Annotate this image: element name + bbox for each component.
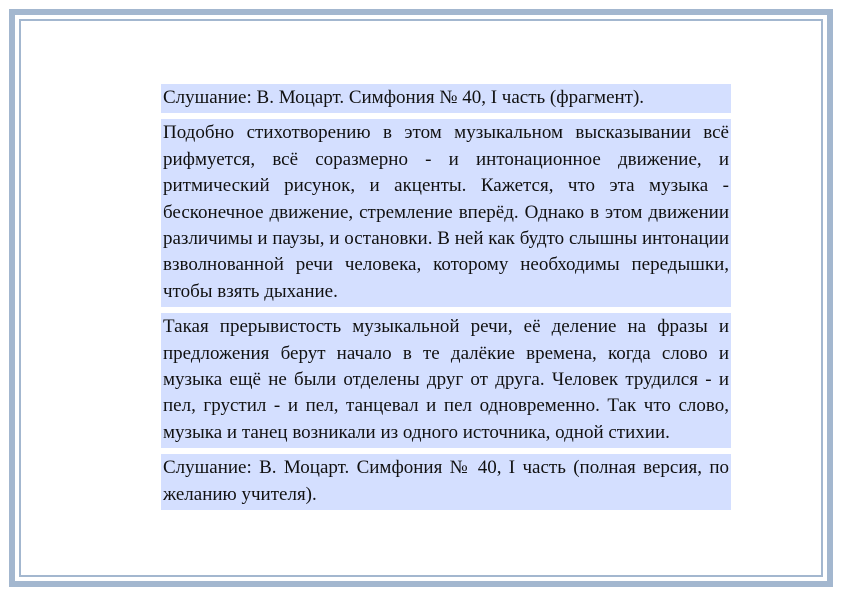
paragraph-music-description: Подобно стихотворению в этом музыкальном высказывании всё рифмуется, всё соразмерно - и интонационное движение, и ритмический рисунок, и акценты. Кажется, что эта музыка - бесконечное движение, стремление вперёд. Однако в этом движении различимы и паузы, и остановки. В ней как будто слышны интонации взволнованной речи человека, которому необходимы передышки, чтобы взять дыхание. bbox=[161, 119, 731, 307]
paragraph-music-origins: Такая прерывистость музыкальной речи, её деление на фразы и предложения берут начало в те далёкие времена, когда слово и музыка ещё не были отделены друг от друга. Человек трудился - и пел, грустил - и пел, танцевал и пел одновременно. Так что слово, музыка и танец возникали из одного источника, одной стихии. bbox=[161, 313, 731, 448]
listening-full-version-note: Слушание: В. Моцарт. Симфония № 40, I часть (полная версия, по желанию учителя). bbox=[161, 454, 731, 510]
listening-fragment-note: Слушание: В. Моцарт. Симфония № 40, I часть (фрагмент). bbox=[161, 84, 731, 113]
text-block bbox=[161, 84, 731, 510]
